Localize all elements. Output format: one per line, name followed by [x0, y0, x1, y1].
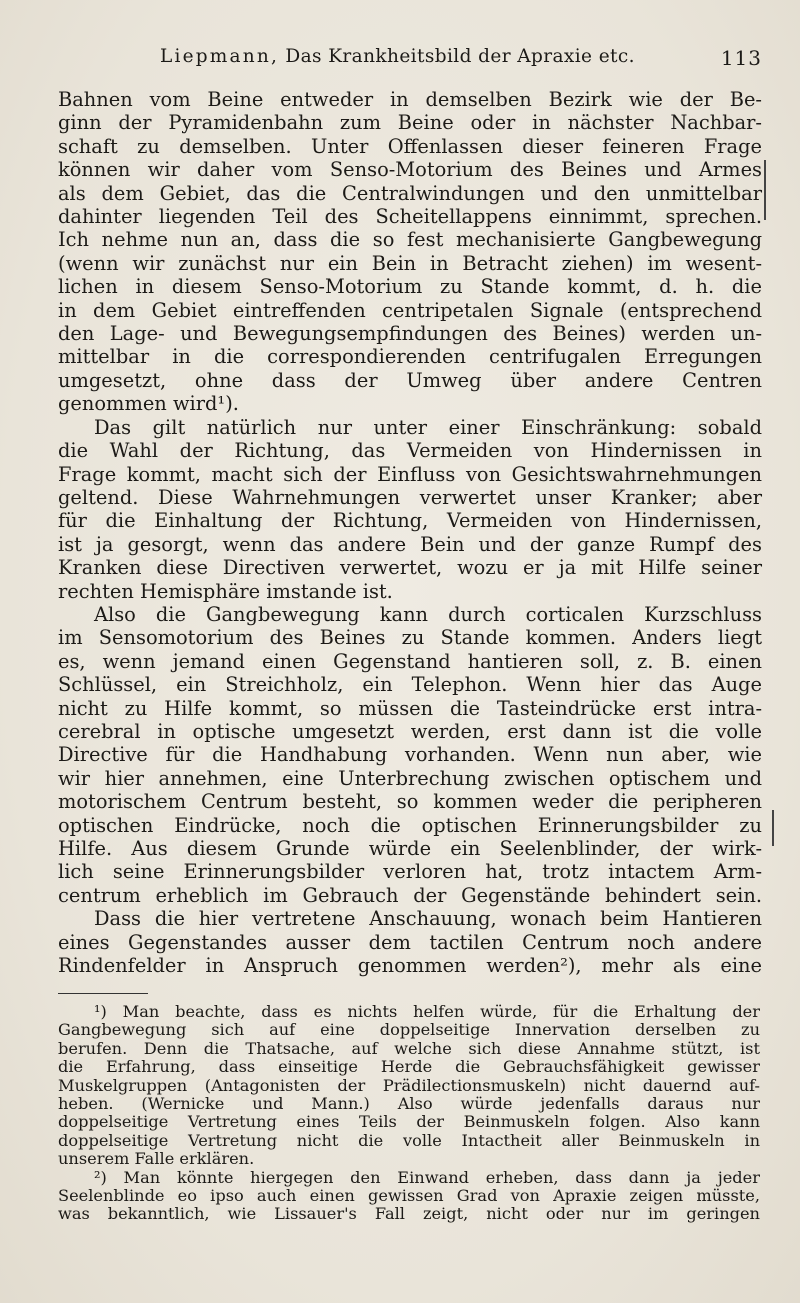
body-line: nicht zu Hilfe kommt, so müssen die Tasteindrücke erst intra- [58, 696, 762, 720]
running-title [160, 46, 635, 67]
footnote-line: Muskelgruppen (Antagonisten der Prädilectionsmuskeln) nicht dauernd auf- [58, 1075, 760, 1095]
footnote-line: ²) Man könnte hiergegen den Einwand erheben, dass dann ja jeder [94, 1167, 760, 1187]
header-title: Das Krankheitsbild der Apraxie etc. [285, 46, 635, 67]
body-line: wir hier annehmen, eine Unterbrechung zwischen optischem und [58, 766, 762, 790]
footnote-line: Gangbewegung sich auf eine doppelseitige Innervation derselben zu [58, 1020, 760, 1040]
body-line: den Lage- und Bewegungsempfindungen des Beines) werden un- [58, 322, 762, 346]
body-line: Hilfe. Aus diesem Grunde würde ein Seelenblinder, der wirk- [58, 837, 762, 860]
footnote-line: ¹) Man beachte, dass es nichts helfen würde, für die Erhaltung der [94, 1002, 760, 1021]
footnote-line: doppelseitige Vertretung nicht die volle Intactheit aller Beinmuskeln in [58, 1130, 760, 1150]
body-line: centrum erheblich im Gebrauch der Gegenstände behindert sein. [58, 883, 762, 907]
footnote-rule [58, 993, 148, 994]
footnote-line: heben. (Wernicke und Mann.) Also würde jedenfalls daraus nur [58, 1094, 760, 1114]
running-header [160, 40, 762, 72]
footnotes [58, 1003, 760, 1224]
body-line: Dass die hier vertretene Anschauung, wonach beim Hantieren [94, 907, 762, 931]
body-line: dahinter liegenden Teil des Scheitellappens einnimmt, sprechen. [58, 205, 762, 229]
body-line: schaft zu demselben. Unter Offenlassen dieser feineren Frage [58, 134, 762, 158]
body-line: Rindenfelder in Anspruch genommen werden²), mehr als eine [58, 954, 762, 978]
body-line: Bahnen vom Beine entweder in demselben Bezirk wie der Be- [58, 88, 762, 111]
page-number: 113 [720, 46, 762, 70]
body-line: in dem Gebiet eintreffenden centripetalen Signale (entsprechend [58, 298, 762, 322]
footnote-line: doppelseitige Vertretung eines Teils der Beinmuskeln folgen. Also kann [58, 1112, 760, 1132]
body-line: Kranken diese Directiven verwertet, wozu er ja mit Hilfe seiner [58, 556, 762, 580]
body-line: Frage kommt, macht sich der Einfluss von Gesichtswahrnehmungen [58, 462, 762, 486]
margin-pencil-mark [772, 810, 774, 846]
body-line: Schlüssel, ein Streichholz, ein Telephon. Wenn hier das Auge [58, 673, 762, 697]
body-line: ginn der Pyramidenbahn zum Beine oder in nächster Nachbar- [58, 111, 762, 135]
body-line: die Wahl der Richtung, das Vermeiden von Hindernissen in [58, 439, 762, 463]
body-line: lichen in diesem Senso-Motorium zu Stande kommt, d. h. die [58, 275, 762, 299]
body-line: umgesetzt, ohne dass der Umweg über andere Centren [58, 368, 762, 392]
body-line: Ich nehme nun an, dass die so fest mechanisierte Gangbewegung [58, 228, 762, 252]
body-line: motorischem Centrum besteht, so kommen weder die peripheren [58, 790, 762, 814]
footnote-line: was bekanntlich, wie Lissauer's Fall zeigt, nicht oder nur im geringen [58, 1204, 760, 1224]
header-author: Liepmann, [160, 46, 280, 67]
body-line: (wenn wir zunächst nur ein Bein in Betracht ziehen) im wesent- [58, 251, 762, 275]
body-line: genommen wird¹). [58, 392, 239, 416]
body-line: mittelbar in die correspondierenden centrifugalen Erregungen [58, 345, 762, 369]
footnote-line: unserem Falle erklären. [58, 1149, 255, 1169]
body-line: können wir daher vom Senso-Motorium des Beines und Armes [58, 158, 762, 182]
body-line: cerebral in optische umgesetzt werden, erst dann ist die volle [58, 719, 762, 743]
body-line: rechten Hemisphäre imstande ist. [58, 579, 393, 603]
footnote-line: berufen. Denn die Thatsache, auf welche sich diese Annahme stützt, ist [58, 1038, 760, 1058]
body-line: es, wenn jemand einen Gegenstand hantieren soll, z. B. einen [58, 649, 762, 673]
body-line: als dem Gebiet, das die Centralwindungen und den unmittelbar [58, 181, 762, 205]
margin-pencil-mark [764, 160, 766, 220]
body-line: eines Gegenstandes ausser dem tactilen Centrum noch andere [58, 930, 762, 954]
body-line: lich seine Erinnerungsbilder verloren hat, trotz intactem Arm- [58, 860, 762, 884]
body-line: im Sensomotorium des Beines zu Stande kommen. Anders liegt [58, 626, 762, 650]
body-line: geltend. Diese Wahrnehmungen verwertet unser Kranker; aber [58, 485, 762, 509]
footnote-line: Seelenblinde eo ipso auch einen gewissen Grad von Apraxie zeigen müsste, [58, 1186, 760, 1206]
body-line: Das gilt natürlich nur unter einer Einschränkung: sobald [94, 415, 762, 439]
body-text [58, 88, 762, 977]
footnote-line: die Erfahrung, dass einseitige Herde die Gebrauchsfähigkeit gewisser [58, 1057, 760, 1077]
body-line: ist ja gesorgt, wenn das andere Bein und der ganze Rumpf des [58, 532, 762, 556]
body-line: Directive für die Handhabung vorhanden. Wenn nun aber, wie [58, 743, 762, 767]
body-line: Also die Gangbewegung kann durch corticalen Kurzschluss [94, 602, 762, 626]
body-line: für die Einhaltung der Richtung, Vermeiden von Hindernissen, [58, 509, 762, 533]
body-line: optischen Eindrücke, noch die optischen Erinnerungsbilder zu [58, 813, 762, 837]
